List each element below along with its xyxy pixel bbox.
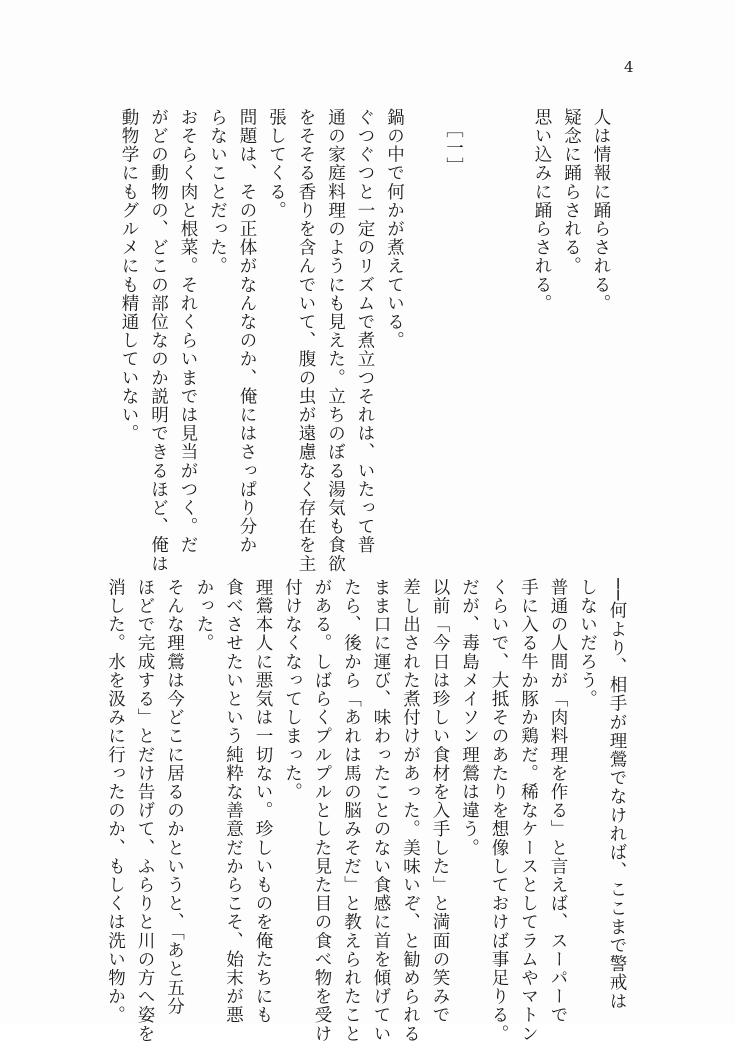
text-line: をそそる香りを含んでいて、腹の虫が遠慮なく存在を主 <box>296 108 316 573</box>
blank-line <box>409 108 439 573</box>
text-line: 普通の人間が「肉料理を作る」と言えば、スーパーで <box>548 578 568 1025</box>
section-heading: ［一］ <box>443 120 464 176</box>
text-line: だが、毒島メイソン理鶯は違う。 <box>459 578 480 857</box>
text-line: たら、後から「あれは馬の脳みそだ」と教えられたこと <box>341 578 362 1043</box>
text-line: 付けなくなってしまった。 <box>282 578 303 802</box>
blank-line <box>497 108 527 573</box>
text-line: がある。しばらくプルプルとした見た目の食べ物を受け <box>312 578 332 1043</box>
text-line: 消した。水を汲みに行ったのか、もしくは洗い物か。 <box>105 578 126 1025</box>
text-line: そんな理鶯は今どこに居るのかというと、「あと五分 <box>164 578 185 1016</box>
blank-line <box>468 108 498 573</box>
text-line: ──何より、相手が理鶯でなければ、ここまで警戒は <box>607 578 627 1011</box>
text-line: らないことだった。 <box>207 108 228 276</box>
text-line: 問題は、その正体がなんなのか、俺にはさっぱり分か <box>237 108 257 555</box>
text-line: 動物学にもグルメにも精通していない。 <box>119 108 139 443</box>
text-line: 鍋の中で何かが煮えている。 <box>384 108 405 350</box>
text-line: 張してくる。 <box>266 108 287 220</box>
text-line: くらいで、大抵そのあたりを想像しておけば事足りる。 <box>489 578 509 1043</box>
text-line: 通の家庭料理のようにも見えた。立ちのぼる湯気も食欲 <box>325 108 346 573</box>
epigraph-line: 人は情報に踊らされる。 <box>591 108 611 313</box>
text-line: かった。 <box>194 578 214 653</box>
lower-text-block <box>100 578 631 1043</box>
upper-text-block <box>114 108 616 573</box>
text-line: おそらく肉と根菜。それくらいまでは見当がつく。だ <box>178 108 198 555</box>
text-line: 食べさせたいという純粋な善意だからこそ、始末が悪 <box>223 578 244 1025</box>
text-line: 手に入る牛か豚か鶏だ。稀なケースとしてラムやマトン <box>518 578 539 1043</box>
text-line: しないだろう。 <box>577 578 598 709</box>
text-line: 差し出された煮付けがあった。美味いぞ、と勧められる <box>400 578 421 1043</box>
epigraph-line: 疑念に踊らされる。 <box>561 108 582 276</box>
page-number: 4 <box>624 58 634 76</box>
text-line: がどの動物の、どこの部位なのか説明できるほど、俺は <box>148 108 169 573</box>
epigraph-line: 思い込みに踊らされる。 <box>532 108 552 313</box>
text-line: 以前「今日は珍しい食材を入手した」と満面の笑みで <box>430 578 450 1025</box>
text-line: ぐつぐつと一定のリズムで煮立つそれは、いたって普 <box>355 108 375 555</box>
text-line: まま口に運び、味わったことのない食感に首を傾げてい <box>371 578 391 1043</box>
text-line: ほどで完成する」とだけ告げて、ふらりと川の方へ姿を <box>135 578 155 1043</box>
text-line: 理鶯本人に悪気は一切ない。珍しいものを俺たちにも <box>253 578 273 1025</box>
